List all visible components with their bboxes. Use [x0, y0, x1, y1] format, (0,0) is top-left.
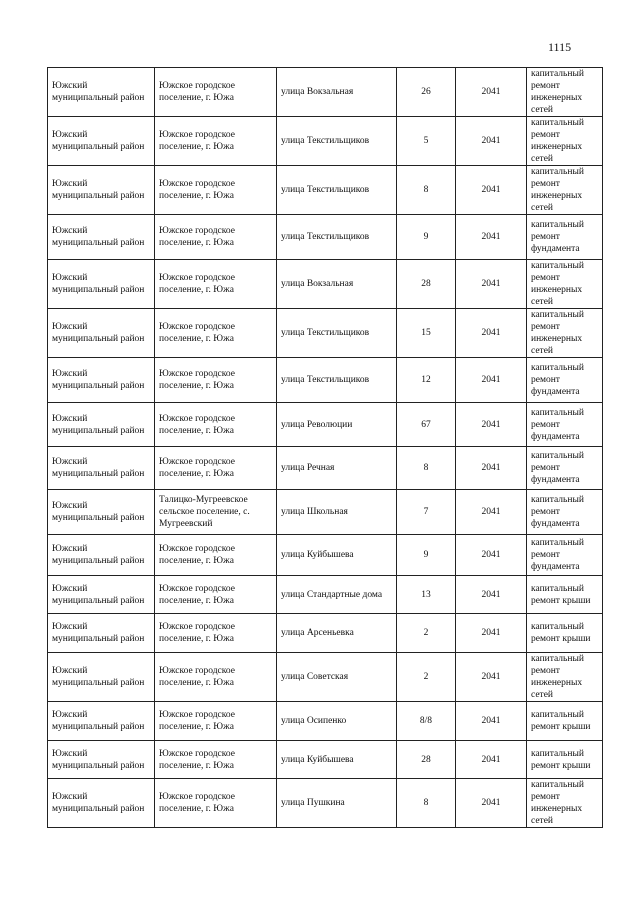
- work-type-cell: капитальный ремонт инженерных сетей: [527, 68, 603, 117]
- district-cell: Южский муниципальный район: [48, 535, 155, 576]
- district-cell: Южский муниципальный район: [48, 779, 155, 828]
- house-number-cell: 9: [397, 535, 456, 576]
- year-cell: 2041: [456, 702, 527, 741]
- settlement-cell: Южское городское поселение, г. Южа: [155, 779, 277, 828]
- district-cell: Южский муниципальный район: [48, 614, 155, 653]
- settlement-cell: Южское городское поселение, г. Южа: [155, 614, 277, 653]
- year-cell: 2041: [456, 260, 527, 309]
- registry-table: [47, 67, 603, 828]
- work-type-cell: капитальный ремонт крыши: [527, 702, 603, 741]
- year-cell: 2041: [456, 490, 527, 535]
- work-type-cell: капитальный ремонт фундамента: [527, 447, 603, 490]
- street-cell: улица Советская: [277, 653, 397, 702]
- work-type-cell: капитальный ремонт фундамента: [527, 215, 603, 260]
- year-cell: 2041: [456, 215, 527, 260]
- work-type-cell: капитальный ремонт инженерных сетей: [527, 166, 603, 215]
- street-cell: улица Осипенко: [277, 702, 397, 741]
- table-row: [48, 68, 603, 117]
- district-cell: Южский муниципальный район: [48, 447, 155, 490]
- street-cell: улица Вокзальная: [277, 68, 397, 117]
- street-cell: улица Школьная: [277, 490, 397, 535]
- house-number-cell: 28: [397, 741, 456, 779]
- street-cell: улица Куйбышева: [277, 741, 397, 779]
- house-number-cell: 67: [397, 403, 456, 447]
- house-number-cell: 12: [397, 358, 456, 403]
- year-cell: 2041: [456, 653, 527, 702]
- settlement-cell: Южское городское поселение, г. Южа: [155, 166, 277, 215]
- table-row: [48, 779, 603, 828]
- street-cell: улица Речная: [277, 447, 397, 490]
- district-cell: Южский муниципальный район: [48, 166, 155, 215]
- work-type-cell: капитальный ремонт фундамента: [527, 535, 603, 576]
- year-cell: 2041: [456, 614, 527, 653]
- year-cell: 2041: [456, 68, 527, 117]
- table-row: [48, 535, 603, 576]
- street-cell: улица Революции: [277, 403, 397, 447]
- work-type-cell: капитальный ремонт крыши: [527, 741, 603, 779]
- district-cell: Южский муниципальный район: [48, 653, 155, 702]
- year-cell: 2041: [456, 117, 527, 166]
- table-row: [48, 447, 603, 490]
- year-cell: 2041: [456, 166, 527, 215]
- house-number-cell: 8/8: [397, 702, 456, 741]
- work-type-cell: капитальный ремонт крыши: [527, 614, 603, 653]
- settlement-cell: Южское городское поселение, г. Южа: [155, 576, 277, 614]
- house-number-cell: 8: [397, 447, 456, 490]
- street-cell: улица Текстильщиков: [277, 309, 397, 358]
- work-type-cell: капитальный ремонт инженерных сетей: [527, 779, 603, 828]
- year-cell: 2041: [456, 358, 527, 403]
- street-cell: улица Текстильщиков: [277, 166, 397, 215]
- district-cell: Южский муниципальный район: [48, 490, 155, 535]
- work-type-cell: капитальный ремонт крыши: [527, 576, 603, 614]
- settlement-cell: Южское городское поселение, г. Южа: [155, 260, 277, 309]
- table-row: [48, 166, 603, 215]
- house-number-cell: 8: [397, 779, 456, 828]
- work-type-cell: капитальный ремонт инженерных сетей: [527, 117, 603, 166]
- year-cell: 2041: [456, 741, 527, 779]
- table-row: [48, 309, 603, 358]
- year-cell: 2041: [456, 403, 527, 447]
- settlement-cell: Южское городское поселение, г. Южа: [155, 358, 277, 403]
- settlement-cell: Южское городское поселение, г. Южа: [155, 117, 277, 166]
- street-cell: улица Пушкина: [277, 779, 397, 828]
- year-cell: 2041: [456, 576, 527, 614]
- house-number-cell: 15: [397, 309, 456, 358]
- district-cell: Южский муниципальный район: [48, 358, 155, 403]
- settlement-cell: Южское городское поселение, г. Южа: [155, 702, 277, 741]
- district-cell: Южский муниципальный район: [48, 215, 155, 260]
- house-number-cell: 2: [397, 653, 456, 702]
- district-cell: Южский муниципальный район: [48, 576, 155, 614]
- table-row: [48, 702, 603, 741]
- table-row: [48, 576, 603, 614]
- table-row: [48, 653, 603, 702]
- settlement-cell: Талицко-Мугреевское сельское поселение, с. Мугреевский: [155, 490, 277, 535]
- table-row: [48, 741, 603, 779]
- street-cell: улица Текстильщиков: [277, 117, 397, 166]
- settlement-cell: Южское городское поселение, г. Южа: [155, 215, 277, 260]
- settlement-cell: Южское городское поселение, г. Южа: [155, 535, 277, 576]
- street-cell: улица Вокзальная: [277, 260, 397, 309]
- street-cell: улица Куйбышева: [277, 535, 397, 576]
- district-cell: Южский муниципальный район: [48, 702, 155, 741]
- work-type-cell: капитальный ремонт инженерных сетей: [527, 309, 603, 358]
- street-cell: улица Текстильщиков: [277, 215, 397, 260]
- district-cell: Южский муниципальный район: [48, 117, 155, 166]
- year-cell: 2041: [456, 309, 527, 358]
- settlement-cell: Южское городское поселение, г. Южа: [155, 741, 277, 779]
- house-number-cell: 8: [397, 166, 456, 215]
- table-row: [48, 614, 603, 653]
- settlement-cell: Южское городское поселение, г. Южа: [155, 403, 277, 447]
- house-number-cell: 5: [397, 117, 456, 166]
- house-number-cell: 9: [397, 215, 456, 260]
- house-number-cell: 7: [397, 490, 456, 535]
- settlement-cell: Южское городское поселение, г. Южа: [155, 447, 277, 490]
- page-number: 1115: [548, 40, 572, 54]
- table-row: [48, 490, 603, 535]
- district-cell: Южский муниципальный район: [48, 68, 155, 117]
- table-row: [48, 215, 603, 260]
- house-number-cell: 2: [397, 614, 456, 653]
- table-row: [48, 403, 603, 447]
- table-row: [48, 117, 603, 166]
- district-cell: Южский муниципальный район: [48, 260, 155, 309]
- house-number-cell: 26: [397, 68, 456, 117]
- district-cell: Южский муниципальный район: [48, 403, 155, 447]
- district-cell: Южский муниципальный район: [48, 741, 155, 779]
- house-number-cell: 13: [397, 576, 456, 614]
- table-row: [48, 260, 603, 309]
- year-cell: 2041: [456, 779, 527, 828]
- work-type-cell: капитальный ремонт инженерных сетей: [527, 260, 603, 309]
- street-cell: улица Арсеньевка: [277, 614, 397, 653]
- work-type-cell: капитальный ремонт фундамента: [527, 403, 603, 447]
- year-cell: 2041: [456, 535, 527, 576]
- table-row: [48, 358, 603, 403]
- settlement-cell: Южское городское поселение, г. Южа: [155, 309, 277, 358]
- house-number-cell: 28: [397, 260, 456, 309]
- settlement-cell: Южское городское поселение, г. Южа: [155, 653, 277, 702]
- district-cell: Южский муниципальный район: [48, 309, 155, 358]
- street-cell: улица Текстильщиков: [277, 358, 397, 403]
- registry-rows: [48, 68, 603, 828]
- year-cell: 2041: [456, 447, 527, 490]
- work-type-cell: капитальный ремонт инженерных сетей: [527, 653, 603, 702]
- street-cell: улица Стандартные дома: [277, 576, 397, 614]
- work-type-cell: капитальный ремонт фундамента: [527, 358, 603, 403]
- settlement-cell: Южское городское поселение, г. Южа: [155, 68, 277, 117]
- work-type-cell: капитальный ремонт фундамента: [527, 490, 603, 535]
